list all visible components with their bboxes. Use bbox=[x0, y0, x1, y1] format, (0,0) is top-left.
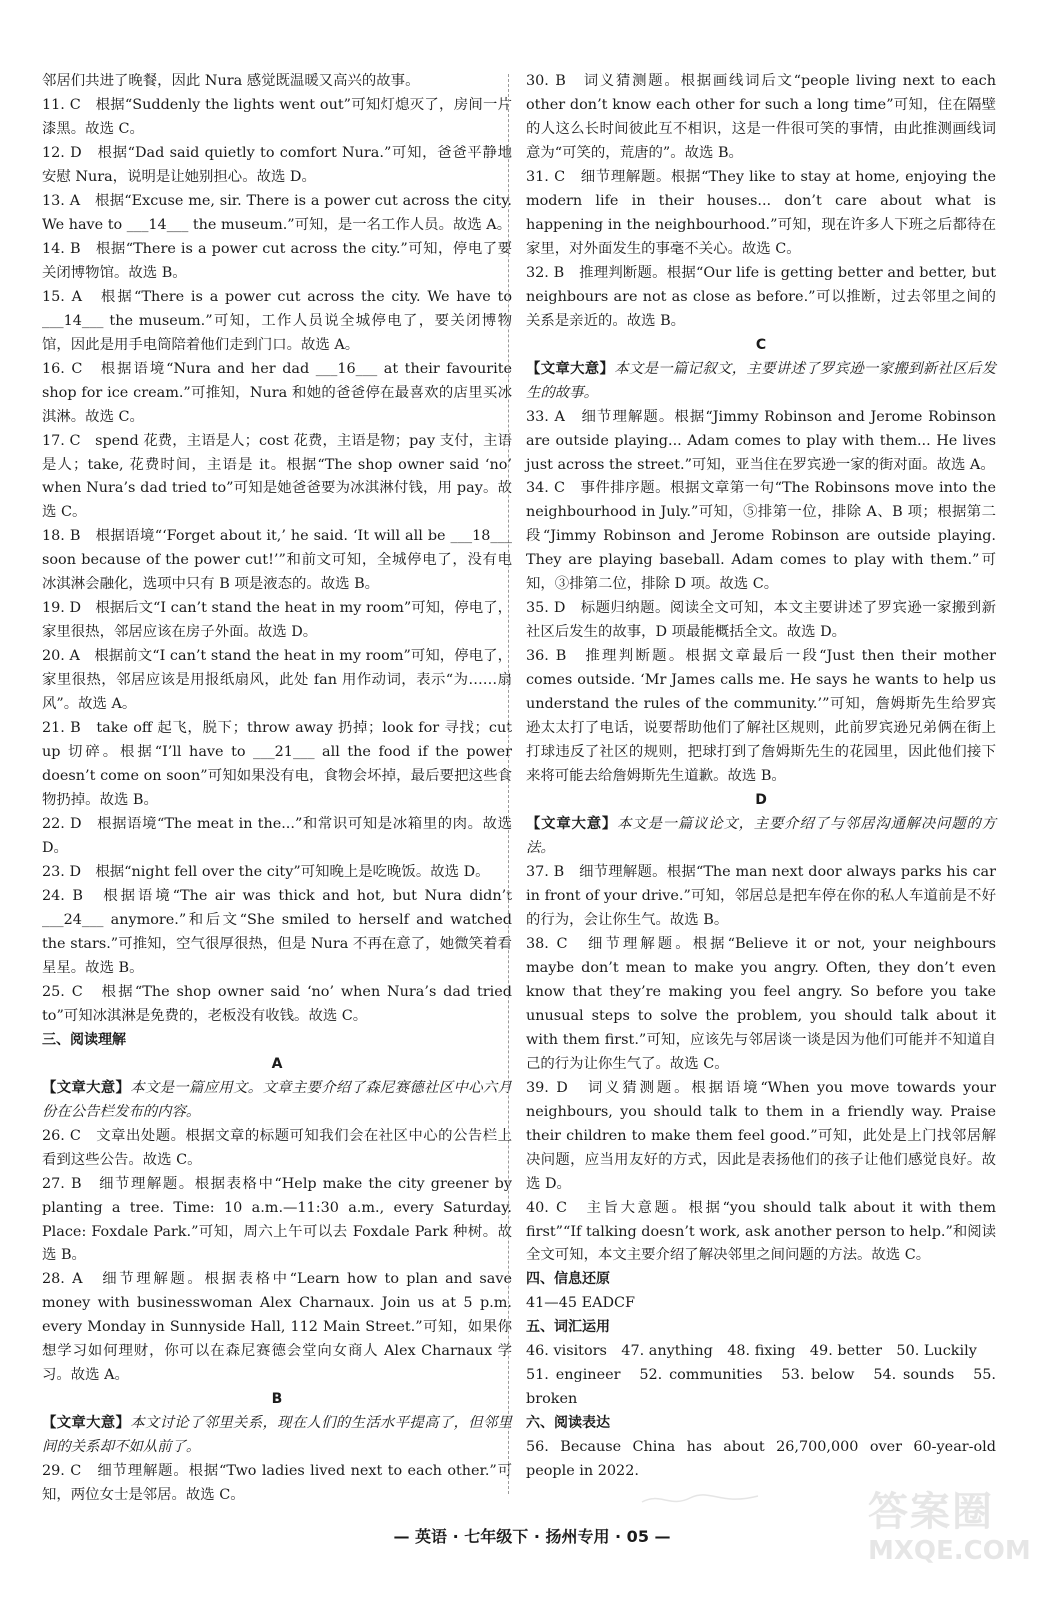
passage-label: C bbox=[755, 336, 767, 353]
answer-item: 22. D 根据语境“The meat in the...”和常识可知是冰箱里的肉。故选 D。 bbox=[42, 816, 512, 856]
watermark-top: 答案圈 bbox=[868, 1489, 994, 1535]
answer-item: 36. B 推理判断题。根据文章最后一段“Just then their mother comes outside. ‘Mr James calls me. He says he wants to help us understand the rules of the community.’”可知，詹姆斯先生给罗宾逊太太打了电话，说要帮助他们了解社区规则，此前罗宾逊兄弟俩在街上打球违反了社区的规则，把球打到了詹姆斯先生的花园里，因此他们接下来将可能去给詹姆斯先生道歉。故选 B。 bbox=[526, 648, 996, 785]
column-divider bbox=[508, 74, 509, 1494]
passage-summary bbox=[526, 813, 996, 861]
answer-item: 41—45 EADCF bbox=[526, 1295, 636, 1312]
answer-item: 邻居们共进了晚餐，因此 Nura 感觉既温暖又高兴的故事。 bbox=[42, 73, 420, 89]
answer-item: 40. C 主旨大意题。根据“you should talk about it with them first”“If talking doesn’t work, ask another person to help.”和阅读全文可知，本文主要介绍了解决邻里之间问题的方法。故选 C。 bbox=[526, 1199, 997, 1264]
answer-item: 28. A 细节理解题。根据表格中“Learn how to plan and save money with businesswoman Alex Charnaux. Join us at 5 p.m. every Monday in Sunnyside Hall, 112 Main Street.”可知，如果你想学习如何理财，你可以在森尼赛德会堂向女商人 Alex Charnaux 学习。故选 A。 bbox=[42, 1271, 512, 1384]
answer-item: 46. visitors 47. anything 48. fixing 49. better 50. Luckily bbox=[526, 1343, 977, 1360]
answer-item: 13. A 根据“Excuse me, sir. There is a power cut across the city. We have to ___14___ the museum.”可知，是一名工作人员。故选 A。 bbox=[42, 192, 512, 233]
left-column bbox=[42, 70, 512, 1508]
summary-text: 本文是一篇记叙文，主要讲述了罗宾逊一家搬到新社区后发生的故事。 bbox=[526, 360, 996, 401]
answer-item: 30. B 词义猜测题。根据画线词后文“people living next to each other don’t know each other for such a long time”可知，住在隔壁的人这么长时间彼此互不相识，这是一件很可笑的事情，由此推测画线词意为“可笑的，荒唐的”。故选 B。 bbox=[526, 73, 996, 161]
answer-item: 12. D 根据“Dad said quietly to comfort Nura.”可知，爸爸平静地安慰 Nura，说明是让她别担心。故选 D。 bbox=[42, 144, 512, 185]
watermark-logo bbox=[868, 1488, 1048, 1588]
answer-item: 11. C 根据“Suddenly the lights went out”可知灯熄灭了，房间一片漆黑。故选 C。 bbox=[42, 96, 512, 137]
passage-label: B bbox=[271, 1391, 283, 1408]
page-footer: — 英语 · 七年级下 · 扬州专用 · 05 — bbox=[393, 1527, 671, 1546]
answer-item: 51. engineer 52. communities 53. below 54. sounds 55. broken bbox=[526, 1367, 996, 1408]
answer-item: 18. B 根据语境“‘Forget about it,’ he said. ‘It will all be ___18___ soon because of the power cut!’”和前文可知，全城停电了，没有电冰淇淋会融化，选项中只有 B 项是液态的。故选 B。 bbox=[42, 528, 512, 593]
passage-summary bbox=[42, 1412, 512, 1460]
section-heading: 四、信息还原 bbox=[526, 1271, 610, 1288]
answer-item: 20. A 根据前文“I can’t stand the heat in my room”可知，停电了，家里很热，邻居应该是用报纸扇风，此处 fan 用作动词，表示“为……扇风”。故选 A。 bbox=[42, 648, 512, 713]
answer-item: 16. C 根据语境“Nura and her dad ___16___ at their favourite shop for ice cream.”可推知，Nura 和她的爸爸停在最喜欢的店里买冰淇淋。故选 C。 bbox=[42, 360, 512, 425]
passage-label: D bbox=[755, 792, 767, 809]
right-column bbox=[526, 70, 996, 1484]
watermark-bottom: MXQE.COM bbox=[868, 1536, 1031, 1566]
answer-item: 33. A 细节理解题。根据“Jimmy Robinson and Jerome Robinson are outside playing... Adam comes to play with them... He lives just across the street.”可知，亚当住在罗宾逊一家的街对面。故选 A。 bbox=[526, 408, 996, 473]
answer-item: 27. B 细节理解题。根据表格中“Help make the city greener by planting a tree. Time: 10 a.m.—11:30 a.m., every Saturday. Place: Foxdale Park.”可知，周六上午可以去 Foxdale Park 种树。故选 B。 bbox=[42, 1175, 512, 1264]
answer-item: 24. B 根据语境“The air was thick and hot, but Nura didn’t ___24___ anymore.”和后文“She smiled to herself and watched the stars.”可推知，空气很厚很热，但是 Nura 不再在意了，她微笑着看星星。故选 B。 bbox=[42, 887, 512, 976]
answer-item: 23. D 根据“night fell over the city”可知晚上是吃晚饭。故选 D。 bbox=[42, 863, 490, 880]
answer-item: 56. Because China has about 26,700,000 over 60-year-old people in 2022. bbox=[526, 1439, 996, 1480]
summary-text: 本文是一篇议论文，主要介绍了与邻居沟通解决问题的方法。 bbox=[526, 816, 996, 856]
answer-item: 21. B take off 起飞，脱下；throw away 扔掉；look for 寻找；cut up 切碎。根据“I’ll have to ___21___ all the food if the power doesn’t come on soon”可知如果没有电，食物会坏掉，最后要把这些食物扔掉。故选 B。 bbox=[42, 720, 512, 809]
summary-tag: 【文章大意】 bbox=[526, 816, 618, 833]
answer-item: 37. B 细节理解题。根据“The man next door always parks his car in front of your drive.”可知，邻居总是把车停在你的私人车道前是不好的行为，会让你生气。故选 B。 bbox=[526, 863, 996, 928]
answer-item: 17. C spend 花费，主语是人；cost 花费，主语是物；pay 支付，主语是人；take, 花费时间，主语是 it。根据“The shop owner said ‘no’ when Nura’s dad tried to”可知是她爸爸要为冰淇淋付钱，用 pay。故选 C。 bbox=[42, 432, 512, 521]
section-heading: 三、阅读理解 bbox=[42, 1031, 126, 1048]
summary-text: 本文讨论了邻里关系，现在人们的生活水平提高了，但邻里间的关系却不如从前了。 bbox=[42, 1415, 512, 1456]
answer-item: 31. C 细节理解题。根据“They like to stay at home, enjoying the modern life in their houses... don’t care about what is happening in the neighbourhood.”可知，现在许多人下班之后都待在家里，对外面发生的事毫不关心。故选 C。 bbox=[526, 168, 996, 257]
answer-item: 15. A 根据“There is a power cut across the city. We have to ___14___ the museum.”可知，工作人员说全城停电了，要关闭博物馆，因此是用手电筒陪着他们走到门口。故选 A。 bbox=[42, 288, 512, 353]
summary-tag: 【文章大意】 bbox=[42, 1415, 131, 1432]
answer-item: 25. C 根据“The shop owner said ‘no’ when Nura’s dad tried to”可知冰淇淋是免费的，老板没有收钱。故选 C。 bbox=[42, 983, 512, 1024]
answer-item: 29. C 细节理解题。根据“Two ladies lived next to each other.”可知，两位女士是邻居。故选 C。 bbox=[42, 1463, 512, 1504]
section-heading: 六、阅读表达 bbox=[526, 1415, 610, 1432]
answer-item: 35. D 标题归纳题。阅读全文可知，本文主要讲述了罗宾逊一家搬到新社区后发生的故事，D 项最能概括全文。故选 D。 bbox=[526, 600, 996, 641]
passage-summary bbox=[526, 358, 996, 406]
answer-item: 19. D 根据后文“I can’t stand the heat in my room”可知，停电了，家里很热，邻居应该在房子外面。故选 D。 bbox=[42, 600, 512, 641]
ink-scribble bbox=[640, 1490, 760, 1510]
answer-item: 34. C 事件排序题。根据文章第一句“The Robinsons move into the neighbourhood in July.”可知，⑤排第一位，排除 A、B 项；根据第二段“Jimmy Robinson and Jerome Robinson are outside playing. They are playing baseball. Adam comes to play with them.”可知，③排第二位，排除 D 项。故选 C。 bbox=[526, 480, 996, 593]
answer-item: 14. B 根据“There is a power cut across the city.”可知，停电了要关闭博物馆。故选 B。 bbox=[42, 240, 512, 281]
answer-item: 32. B 推理判断题。根据“Our life is getting better and better, but neighbours are not as close as before.”可以推断，过去邻里之间的关系是亲近的。故选 B。 bbox=[526, 264, 996, 329]
answer-item: 39. D 词义猜测题。根据语境“When you move towards your neighbours, you should talk to them in a friendly way. Praise their children to make them feel good.”可知，此处是上门找邻居解决问题，应当用友好的方式，因此是表扬他们的孩子让他们感觉良好。故选 D。 bbox=[526, 1079, 996, 1192]
section-heading: 五、词汇运用 bbox=[526, 1319, 610, 1336]
passage-label: A bbox=[271, 1055, 283, 1072]
answer-item: 38. C 细节理解题。根据“Believe it or not, your neighbours maybe don’t mean to make you angry. Often, they don’t even know that they’re making you feel angry. So before you take unusual steps to solve the problem, you should talk about it with them first.”可知，应该先与邻居谈一谈是因为他们可能并不知道自己的行为让你生气了。故选 C。 bbox=[526, 935, 996, 1072]
answer-item: 26. C 文章出处题。根据文章的标题可知我们会在社区中心的公告栏上看到这些公告。故选 C。 bbox=[42, 1127, 512, 1168]
passage-summary bbox=[42, 1077, 512, 1125]
summary-text: 本文是一篇应用文。文章主要介绍了森尼赛德社区中心六月份在公告栏发布的内容。 bbox=[42, 1079, 512, 1120]
summary-tag: 【文章大意】 bbox=[526, 360, 615, 377]
summary-tag: 【文章大意】 bbox=[42, 1079, 131, 1096]
